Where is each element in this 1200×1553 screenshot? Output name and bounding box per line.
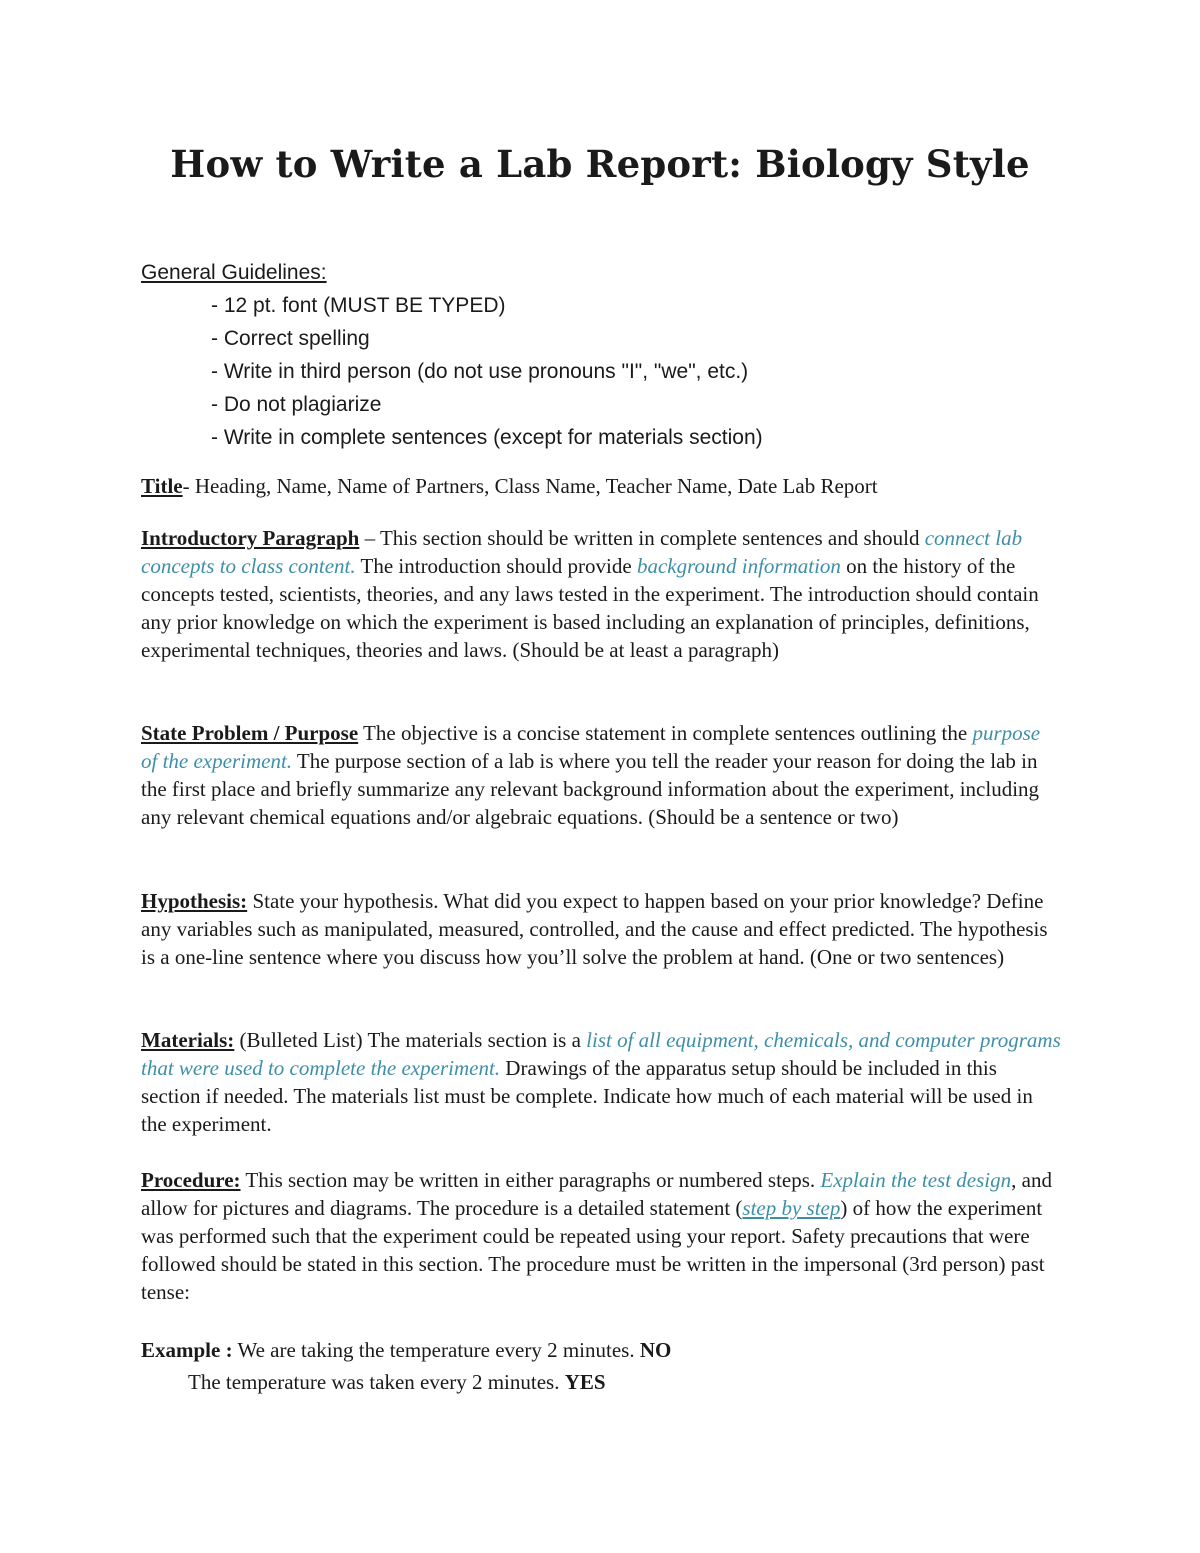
purpose-paragraph — [141, 719, 1061, 831]
title-paragraph — [141, 472, 1061, 500]
paragraph-text: on the history of the concepts tested, scientists, theories, and any laws tested in the experiment. The introduction should contain any prior knowledge on which the experiment is based including an explanation of principles, definitions, experimental techniques, theories and laws. (Should be at least a paragraph) — [141, 554, 1039, 662]
procedure-section — [141, 1166, 1061, 1306]
hypothesis-paragraph — [141, 887, 1061, 971]
highlighted-phrase: purpose of the experiment. — [141, 721, 1041, 773]
paragraph-text: The objective is a concise statement in complete sentences outlining the — [358, 721, 973, 745]
paragraph-text: The purpose section of a lab is where you tell the reader your reason for doing the lab in the first place and briefly summarize any relevant background information about the experiment, including any relevant chemical equations and/or algebraic equations. (Should be a sentence or two) — [141, 749, 1040, 829]
procedure-paragraph — [141, 1166, 1061, 1306]
list-item: - Write in complete sentences (except for materials section) — [211, 426, 763, 449]
paragraph-text: (Bulleted List) The materials section is a — [234, 1028, 587, 1052]
list-item: - Write in third person (do not use pronouns "I", "we", etc.) — [211, 360, 749, 383]
purpose-section — [141, 719, 1061, 831]
list-item: - 12 pt. font (MUST BE TYPED) — [211, 294, 506, 317]
document-title: How to Write a Lab Report: Biology Style — [170, 142, 1030, 186]
section-heading: Procedure: — [141, 1168, 241, 1192]
list-item: - Do not plagiarize — [211, 393, 382, 416]
example-verdict-yes: YES — [564, 1370, 606, 1394]
guidelines-heading: General Guidelines: — [141, 261, 327, 284]
section-heading: Hypothesis: — [141, 889, 248, 913]
introduction-paragraph — [141, 524, 1061, 664]
materials-paragraph — [141, 1026, 1061, 1138]
example-label: Example : — [141, 1338, 233, 1362]
paragraph-text: The introduction should provide — [355, 554, 637, 578]
section-heading: State Problem / Purpose — [141, 721, 359, 745]
section-heading: Introductory Paragraph — [141, 526, 360, 550]
highlighted-phrase: background information — [636, 554, 841, 578]
hypothesis-section — [141, 887, 1061, 971]
paragraph-text: - Heading, Name, Name of Partners, Class Name, Teacher Name, Date Lab Report — [182, 474, 878, 498]
section-heading: Materials: — [141, 1028, 235, 1052]
general-guidelines — [141, 256, 1041, 454]
highlighted-phrase: Explain the test design — [820, 1168, 1012, 1192]
section-heading: Title — [141, 474, 183, 498]
paragraph-text: Drawings of the apparatus setup should be included in this section if needed. The materials list must be complete. Indicate how much of each material will be used in the experiment. — [141, 1056, 1033, 1136]
materials-section — [141, 1026, 1061, 1138]
example-text: We are taking the temperature every 2 minutes. — [232, 1338, 640, 1362]
paragraph-text: – This section should be written in complete sentences and should — [359, 526, 925, 550]
paragraph-text: This section may be written in either paragraphs or numbered steps. — [240, 1168, 821, 1192]
example-verdict-no: NO — [639, 1338, 672, 1362]
paragraph-text: , and allow for pictures and diagrams. The procedure is a detailed statement ( — [141, 1168, 1052, 1220]
example-section — [141, 1336, 1061, 1396]
example-text: The temperature was taken every 2 minutes. — [188, 1370, 565, 1394]
highlighted-phrase: list of all equipment, chemicals, and computer programs that were used to complete the experiment. — [141, 1028, 1061, 1080]
title-section — [141, 472, 1061, 500]
example-line-1 — [141, 1336, 1061, 1364]
list-item: - Correct spelling — [211, 327, 370, 350]
introduction-section — [141, 524, 1061, 664]
highlighted-phrase: connect lab concepts to class content. — [141, 526, 1023, 578]
example-line-2 — [141, 1368, 1061, 1396]
guidelines-list — [141, 289, 1041, 454]
paragraph-text: State your hypothesis. What did you expect to happen based on your prior knowledge? Define any variables such as manipulated, measured, controlled, and the cause and effect predicted. The hypothesis is a one-line sentence where you discuss how you’ll solve the problem at hand. (One or two sentences) — [141, 889, 1048, 969]
paragraph-text: ) of how the experiment was performed such that the experiment could be repeated using your report. Safety precautions that were followed should be stated in this section. The procedure must be written in the impersonal (3rd person) past tense: — [141, 1196, 1045, 1304]
highlighted-phrase: step by step — [742, 1196, 841, 1220]
